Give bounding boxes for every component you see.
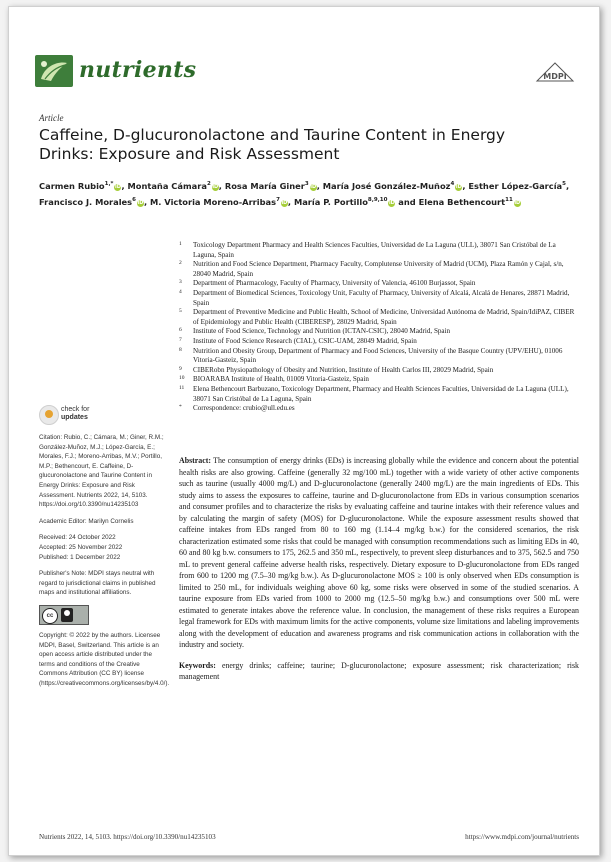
- academic-editor: Academic Editor: Marilyn Cornelis: [39, 517, 134, 525]
- orcid-icon[interactable]: iD: [514, 199, 521, 206]
- copyright-notice: Copyright: © 2022 by the authors. Licensee MDPI, Basel, Switzerland. This article is an open access article distributed under the terms and conditions of the Creative Commons Attribution (CC BY) license (https://creativecommons.org/licenses/by/4.0/).: [39, 631, 170, 687]
- author-list: Carmen Rubio$^{1,*}$ iD, Montaña Cámara$^2$ iD, Rosa María Giner$^3$ iD, María José González-Muñoz$^4$ iD, Esther López-García$^5$, Francisco J. Morales$^6$ iD, M. Victoria Moreno-Arribas$^7$ iD, María P. Portillo$^{8,9,10}$ iD and Elena Bethencourt$^{11}$ iD: [39, 180, 570, 207]
- orcid-icon[interactable]: iD: [455, 183, 462, 190]
- journal-header: [35, 55, 575, 89]
- orcid-icon[interactable]: iD: [388, 199, 395, 206]
- affiliations: [179, 241, 579, 414]
- citation: Citation: Rubio, C.; Cámara, M.; Giner, R.M.; González-Muñoz, M.J.; López-García, E.; Morales, F.J.; Moreno-Arribas, M.V.; Portillo, M.P.; Bethencourt, E. Caffeine, D-glucuronolactone and Taurine Content in Energy Drinks: Exposure and Risk Assessment. Nutrients 2022, 14, 5103. https://doi.org/10.3390/nu14235103: [39, 434, 164, 509]
- affiliation-item: [179, 327, 579, 337]
- affiliation-item: [179, 279, 579, 289]
- orcid-icon[interactable]: iD: [115, 183, 121, 190]
- affiliation-number: 6: [179, 327, 182, 334]
- abstract: [179, 455, 579, 651]
- affiliation-number: 4: [179, 288, 182, 295]
- affiliation-number: 9: [179, 365, 182, 372]
- accepted-date: Accepted: 25 November 2022: [39, 543, 123, 551]
- published-date: Published: 1 December 2022: [39, 553, 121, 561]
- author-name: Francisco J. Morales: [39, 196, 133, 207]
- affiliation-text: Nutrition and Food Science Department, Pharmacy Faculty, Complutense University of Madrid (UCM), Plaza Ramón y Cajal, s/n, 28040 Madrid, Spain: [193, 260, 564, 278]
- keywords-text: energy drinks; caffeine; taurine; D-glucuronolactone; exposure assessment; risk characterization; risk management: [179, 660, 579, 681]
- author-name: Esther López-García: [468, 180, 563, 191]
- abstract-text: The consumption of energy drinks (EDs) is increasing globally while the evidence and concern about the potential health risks are also growing. Caffeine (generally 32 mg/100 mL) together with a wide variety of other active components such as taurine (usually 4000 mg/L) and D-glucuronolactone (generally 2400 mg/L) are the main ingredients of EDs. This study aims to assess the exposures to caffeine, taurine and D-glucuronolactone from EDs in various consumption scenarios and consumer profiles and to characterize the risks by evaluating caffeine and taurine intakes with their reference values and by calculating the margin of safety (MOS) for D-glucuronolactone. While the exposure assessment results showed that caffeine intakes from EDs ranged from 80 to 160 mg (1.14–4 mg/kg b.w.) for the considered scenarios, the risk characterization estimated some risks that could be managed with consumption recommendations such as limiting EDs in 40, 60 and 80 kg b.w. consumers to 175, 262.5 and 350 mL, respectively, to prevent sleep disturbances and to 375, 562.5 and 750 mL to prevent general caffeine adverse health risks, respectively. Dietary exposure to D-glucuronolactone from EDs ranged from 600 to 1200 mg (7.5–30 mg/kg b.w.). As D-glucuronolactone MOS ≥ 100 is only observed when EDs consumption is limited to 250 mL, for individuals weighing above 60 kg, some risks were observed in some of the studied scenarios. A taurine exposure from EDs varied from 1000 to 2000 mg (12.5–50 mg/kg b.w.) and consumptions over 500 mL were estimated to generate intakes above the reference value. In conclusion, the management of these risks requires a European legal framework for EDs with maximum limits for the active components, volume size limitations and labeling improvements along with the development of education and awareness programs and risk communication actions in collaboration with the industry and society.: [179, 456, 579, 649]
- author: [39, 181, 121, 191]
- author-affiliation-marker: 11: [505, 196, 513, 203]
- author: [419, 197, 521, 207]
- author-name: Carmen Rubio: [39, 180, 105, 191]
- author: [150, 197, 288, 207]
- author: [39, 197, 144, 207]
- affiliation-item: [179, 337, 579, 347]
- journal-name: nutrients: [79, 57, 197, 83]
- affiliation-item: [179, 241, 579, 260]
- affiliation-text: BIOARABA Institute of Health, 01009 Vitoria-Gasteiz, Spain: [193, 375, 369, 384]
- author-affiliation-marker: 2: [206, 181, 211, 187]
- author: [225, 181, 317, 191]
- author-affiliation-marker: 7: [276, 196, 280, 203]
- orcid-icon[interactable]: iD: [212, 183, 219, 190]
- affiliation-number: 3: [179, 279, 182, 286]
- keywords: [179, 660, 579, 683]
- author: [294, 197, 395, 207]
- article-type: Article: [39, 113, 64, 123]
- author-name: M. Victoria Moreno-Arribas: [150, 196, 277, 207]
- affiliation-number: 7: [179, 336, 182, 343]
- affiliation-item: [179, 404, 579, 414]
- affiliation-text: CIBERobn Physiopathology of Obesity and Nutrition, Institute of Health Carlos III, 28029 Madrid, Spain: [193, 365, 494, 374]
- paper-title: Caffeine, D-glucuronolactone and Taurine Content in Energy Drinks: Exposure and Risk Assessment: [39, 126, 506, 163]
- affiliation-item: [179, 260, 579, 279]
- affiliation-text: Correspondence: crubio@ull.edu.es: [193, 404, 295, 413]
- author-name: María P. Portillo: [293, 196, 368, 207]
- affiliation-number: 2: [179, 260, 182, 267]
- by-attribution-icon: [61, 608, 73, 622]
- affiliation-text: Toxicology Department Pharmacy and Health Sciences Faculties, Universidad de La Laguna (ULL), 38071 San Cristóbal de La Laguna, Spain: [193, 241, 556, 259]
- affiliation-text: Nutrition and Obesity Group, Department of Pharmacy and Food Sciences, University of the Basque Country (UPV/EHU), 01006 Vitoria-Gasteiz, Spain: [193, 346, 563, 365]
- affiliation-number: 5: [179, 308, 182, 315]
- received-date: Received: 24 October 2022: [39, 534, 116, 542]
- affiliation-item: [179, 347, 579, 366]
- affiliation-number: *: [179, 404, 182, 411]
- affiliation-text: Institute of Food Science, Technology and Nutrition (ICTAN-CSIC), 28040 Madrid, Spain: [193, 327, 451, 336]
- cc-by-license-badge[interactable]: [39, 605, 89, 625]
- author: [323, 181, 463, 191]
- affiliation-number: 10: [179, 375, 185, 382]
- author-name: Montaña Cámara: [127, 180, 207, 191]
- affiliation-number: 8: [179, 346, 182, 353]
- author: [468, 181, 566, 191]
- publisher-note: Publisher's Note: MDPI stays neutral with regard to jurisdictional claims in published maps and institutional affiliations.: [39, 570, 156, 597]
- check-updates-line2: updates: [61, 414, 88, 421]
- footer-journal-link[interactable]: https://www.mdpi.com/journal/nutrients: [465, 833, 579, 841]
- affiliation-item: [179, 308, 579, 327]
- check-for-updates-button[interactable]: [39, 405, 164, 425]
- author-affiliation-marker: 3: [304, 181, 309, 187]
- affiliation-item: [179, 289, 579, 308]
- author-affiliation-marker: 1,*: [104, 181, 114, 187]
- abstract-section: [179, 455, 579, 683]
- nutrients-logo-icon: [35, 55, 73, 87]
- orcid-icon[interactable]: iD: [281, 199, 288, 206]
- check-updates-line1: check for: [61, 406, 90, 413]
- orcid-icon[interactable]: iD: [310, 183, 317, 190]
- page-footer: [39, 833, 579, 841]
- affiliation-text: Institute of Food Science Research (CIAL), CSIC-UAM, 28049 Madrid, Spain: [193, 336, 417, 345]
- affiliation-text: Department of Preventive Medicine and Public Health, School of Medicine, Universidad Autónoma de Madrid, Spain/IdiPAZ, CIBER of Epidemiology and Public Health (CIBERESP), 28029 Madrid, Spain: [193, 308, 575, 326]
- affiliation-text: Department of Biomedical Sciences, Toxicology Unit, Faculty of Pharmacy, University of Alcalá, Alcalá de Henares, 28871 Madrid, Spain: [193, 288, 570, 307]
- author: [127, 181, 218, 191]
- mdpi-logo: [535, 61, 575, 85]
- affiliation-text: Elena Bethencourt Barbuzano, Toxicology Department, Pharmacy and Health Sciences Faculties, Universidad de La Laguna (ULL), 38071 San Cristóbal de La Laguna, Spain: [193, 384, 569, 403]
- abstract-label: Abstract:: [179, 456, 211, 465]
- author-affiliation-marker: 4: [450, 181, 455, 187]
- affiliation-number: 1: [179, 241, 182, 247]
- affiliation-item: [179, 366, 579, 376]
- orcid-icon[interactable]: iD: [137, 199, 144, 206]
- author-name: María José González-Muñoz: [322, 180, 451, 191]
- affiliation-item: [179, 385, 579, 404]
- author-name: Elena Bethencourt: [418, 196, 506, 207]
- affiliation-text: Department of Pharmacology, Faculty of Pharmacy, University of Valencia, 46100 Burjassot, Spain: [193, 279, 476, 288]
- article-sidebar: [39, 405, 170, 695]
- author-affiliation-marker: 6: [132, 196, 136, 203]
- check-updates-icon: [39, 405, 59, 425]
- author-affiliation-marker: 8,9,10: [367, 196, 388, 203]
- author-name: Rosa María Giner: [224, 180, 305, 191]
- footer-citation: Nutrients 2022, 14, 5103. https://doi.org/10.3390/nu14235103: [39, 833, 216, 841]
- cc-icon: cc: [42, 608, 58, 624]
- affiliation-item: [179, 375, 579, 385]
- author-affiliation-marker: 5: [562, 181, 566, 187]
- keywords-label: Keywords:: [179, 660, 216, 670]
- paper-page: [8, 6, 600, 856]
- affiliation-number: 11: [179, 384, 185, 391]
- mdpi-logo-text: MDPI: [543, 72, 567, 81]
